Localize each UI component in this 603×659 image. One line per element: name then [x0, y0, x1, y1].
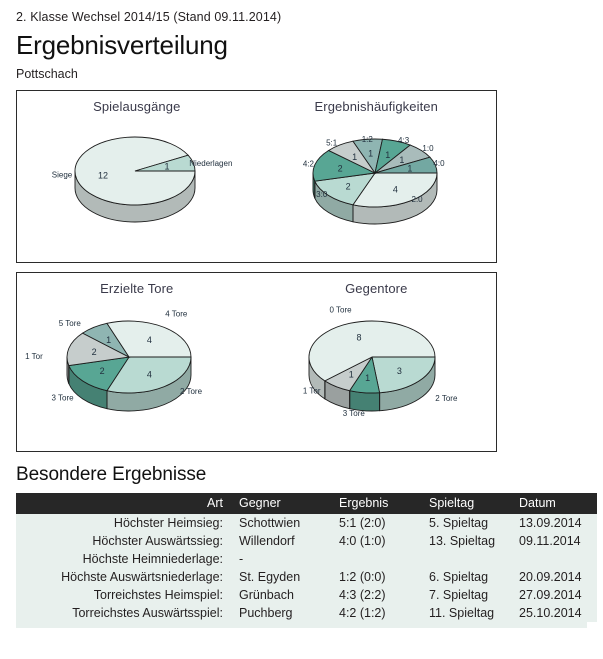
cell-art: Torreichstes Heimspiel: [16, 586, 231, 604]
pie-category-label: 1:0 [421, 144, 434, 154]
pie-value-label: 4 [146, 335, 152, 346]
chart-canvas-spielausgaenge [17, 113, 257, 262]
cell-gegner: St. Egyden [231, 568, 331, 586]
cell-spieltag: 7. Spieltag [421, 586, 511, 604]
cell-ergebnis: 1:2 (0:0) [331, 568, 421, 586]
table-header-row [16, 493, 597, 514]
column-header-spieltag: Spieltag [421, 493, 511, 514]
pie-category-label: 4:3 [397, 136, 409, 146]
pie-value-label: 1 [398, 155, 404, 166]
cell-datum: 09.11.2014 [511, 532, 597, 550]
pie-category-label: Niederlagen [189, 158, 233, 168]
chart-cell-gegentore [257, 273, 497, 451]
chart-canvas-erzielte-tore [17, 295, 257, 451]
cell-ergebnis: 4:3 (2:2) [331, 586, 421, 604]
pie-category-label: 3 Tore [342, 408, 365, 418]
chart-canvas-gegentore [257, 295, 497, 451]
team-name: Pottschach [16, 67, 78, 81]
special-results-table [16, 493, 597, 622]
pie-value-label: 1 [351, 151, 357, 162]
cell-datum: 25.10.2014 [511, 604, 597, 622]
section-title-special-results: Besondere Ergebnisse [16, 464, 207, 485]
season-line: 2. Klasse Wechsel 2014/15 (Stand 09.11.2014) [16, 10, 282, 24]
pie-value-label: 3 [396, 366, 402, 377]
pie-value-label: 1 [106, 335, 112, 346]
cell-gegner: Grünbach [231, 586, 331, 604]
pie-value-label: 2 [337, 163, 343, 174]
table-row [16, 514, 597, 532]
charts-row-top [16, 90, 587, 263]
cell-spieltag: 5. Spieltag [421, 514, 511, 532]
pie-category-label: 4:2 [302, 159, 314, 169]
pie-value-label: 1 [384, 149, 390, 160]
cell-gegner: Schottwien [231, 514, 331, 532]
table-header [16, 493, 597, 514]
cell-gegner: Puchberg [231, 604, 331, 622]
column-header-ergebnis: Ergebnis [331, 493, 421, 514]
pie-value-label: 1 [406, 163, 412, 174]
pie-value-label: 2 [91, 347, 97, 358]
pie-category-label: 5:1 [325, 138, 337, 148]
pie-category-label: 1 Tor [25, 351, 43, 361]
cell-ergebnis: 5:1 (2:0) [331, 514, 421, 532]
pie-chart-ergebnishaeufigkeiten [257, 113, 497, 263]
chart-title-gegentore: Gegentore [345, 281, 408, 296]
table-row [16, 532, 597, 550]
cell-datum: 27.09.2014 [511, 586, 597, 604]
pie-category-label: 2 Tore [434, 394, 457, 404]
pie-chart-gegentore [257, 295, 497, 452]
pie-value-label: 2 [99, 366, 105, 377]
chart-title-erzielte-tore: Erzielte Tore [100, 281, 174, 296]
cell-art: Torreichstes Auswärtsspiel: [16, 604, 231, 622]
pie-chart-erzielte-tore [17, 295, 257, 452]
table-row [16, 568, 597, 586]
cell-spieltag: 11. Spieltag [421, 604, 511, 622]
pie-value-label: 1 [348, 369, 354, 380]
pie-category-label: Siege [51, 170, 73, 180]
cell-art: Höchste Heimniederlage: [16, 550, 231, 568]
chart-panel-top [16, 90, 497, 263]
column-header-art: Art [16, 493, 231, 514]
chart-panel-bottom [16, 272, 497, 452]
cell-gegner: Willendorf [231, 532, 331, 550]
pie-value-label: 4 [392, 184, 398, 195]
cell-ergebnis [331, 550, 421, 568]
pie-value-label: 2 [345, 181, 351, 192]
cell-spieltag: 13. Spieltag [421, 532, 511, 550]
pie-category-label: 3 Tore [51, 393, 74, 403]
cell-art: Höchster Heimsieg: [16, 514, 231, 532]
pie-value-label: 8 [356, 332, 362, 343]
cell-datum [511, 550, 597, 568]
pie-category-label: 1 Tor [302, 386, 320, 396]
chart-cell-erzielte-tore [17, 273, 257, 451]
cell-ergebnis: 4:2 (1:2) [331, 604, 421, 622]
pie-category-label: 4:0 [432, 158, 445, 168]
pie-category-label: 4 Tore [165, 309, 188, 319]
chart-cell-ergebnishaeufigkeiten [257, 91, 497, 262]
chart-canvas-ergebnishaeufigkeiten [257, 113, 497, 262]
cell-datum: 13.09.2014 [511, 514, 597, 532]
chart-title-spielausgaenge: Spielausgänge [93, 99, 181, 114]
pie-category-label: 2:0 [411, 195, 423, 205]
pie-category-label: 2 Tore [179, 387, 203, 397]
pie-value-label: 1 [164, 161, 170, 172]
table-row [16, 586, 597, 604]
pie-chart-spielausgaenge [17, 113, 257, 263]
cell-art: Höchster Auswärtssieg: [16, 532, 231, 550]
table-row [16, 604, 597, 622]
column-header-gegner: Gegner [231, 493, 331, 514]
cell-spieltag: 6. Spieltag [421, 568, 511, 586]
charts-row-bottom [16, 272, 587, 452]
pie-category-label: 1:2 [361, 135, 373, 145]
page-title: Ergebnisverteilung [16, 30, 228, 60]
table-row [16, 550, 597, 568]
pie-value-label: 1 [367, 148, 373, 159]
column-header-datum: Datum [511, 493, 597, 514]
cell-art: Höchste Auswärtsniederlage: [16, 568, 231, 586]
cell-spieltag [421, 550, 511, 568]
cell-datum: 20.09.2014 [511, 568, 597, 586]
cell-gegner: - [231, 550, 331, 568]
table-bottom-padding [16, 622, 587, 628]
pie-value-label: 4 [146, 369, 152, 380]
pie-value-label: 12 [97, 170, 108, 181]
cell-ergebnis: 4:0 (1:0) [331, 532, 421, 550]
table-body [16, 514, 597, 622]
pie-category-label: 5 Tore [58, 319, 81, 329]
chart-cell-spielausgaenge [17, 91, 257, 262]
pie-value-label: 1 [364, 372, 370, 383]
pie-category-label: 3:0 [315, 190, 327, 200]
pie-category-label: 0 Tore [329, 305, 352, 315]
chart-title-ergebnishaeufigkeiten: Ergebnishäufigkeiten [314, 99, 438, 114]
